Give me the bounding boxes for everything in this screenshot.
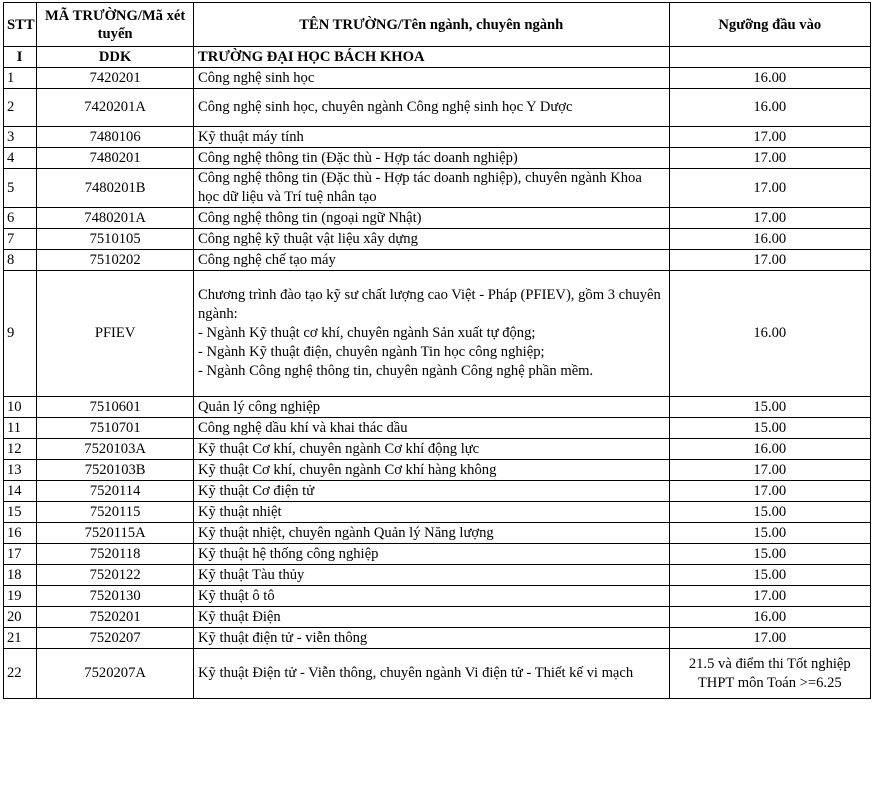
table-row (4, 439, 871, 460)
row-stt: 18 (4, 565, 37, 586)
table-row (4, 68, 871, 89)
row-threshold: 15.00 (669, 523, 870, 544)
row-threshold: 16.00 (669, 271, 870, 397)
row-threshold: 15.00 (669, 544, 870, 565)
table-row (4, 271, 871, 397)
row-stt: 3 (4, 127, 37, 148)
table-row (4, 169, 871, 208)
row-name: Kỹ thuật Cơ khí, chuyên ngành Cơ khí hàng không (194, 460, 670, 481)
row-threshold: 15.00 (669, 397, 870, 418)
row-code: 7480201A (37, 208, 194, 229)
row-threshold: 16.00 (669, 607, 870, 628)
row-stt: 14 (4, 481, 37, 502)
row-code: 7520115 (37, 502, 194, 523)
row-threshold: 17.00 (669, 208, 870, 229)
row-threshold: 16.00 (669, 68, 870, 89)
row-threshold: 15.00 (669, 502, 870, 523)
row-name: Kỹ thuật ô tô (194, 586, 670, 607)
row-code: 7420201A (37, 89, 194, 127)
section-threshold (669, 47, 870, 68)
section-index: I (4, 47, 37, 68)
row-stt: 13 (4, 460, 37, 481)
header-name: TÊN TRƯỜNG/Tên ngành, chuyên ngành (194, 3, 670, 47)
row-stt: 9 (4, 271, 37, 397)
header-code: MÃ TRƯỜNG/Mã xét tuyển (37, 3, 194, 47)
row-name: Công nghệ kỹ thuật vật liệu xây dựng (194, 229, 670, 250)
row-stt: 1 (4, 68, 37, 89)
row-stt: 17 (4, 544, 37, 565)
table-row (4, 127, 871, 148)
table-row (4, 649, 871, 699)
header-stt: STT (4, 3, 37, 47)
row-code: 7520103B (37, 460, 194, 481)
row-threshold: 15.00 (669, 418, 870, 439)
table-row (4, 229, 871, 250)
row-name: Kỹ thuật Tàu thủy (194, 565, 670, 586)
row-name: Quản lý công nghiệp (194, 397, 670, 418)
row-threshold: 17.00 (669, 169, 870, 208)
row-stt: 10 (4, 397, 37, 418)
table-row (4, 89, 871, 127)
table-row (4, 148, 871, 169)
table-row (4, 586, 871, 607)
row-name: Kỹ thuật Cơ điện tử (194, 481, 670, 502)
row-stt: 5 (4, 169, 37, 208)
row-stt: 15 (4, 502, 37, 523)
row-stt: 20 (4, 607, 37, 628)
row-stt: 21 (4, 628, 37, 649)
row-name: Chương trình đào tạo kỹ sư chất lượng cao Việt - Pháp (PFIEV), gồm 3 chuyên ngành: - Ngành Kỹ thuật cơ khí, chuyên ngành Sản xuất tự động; - Ngành Kỹ thuật điện, chuyên ngành Tin học công nghiệp; - Ngành Công nghệ thông tin, chuyên ngành Công nghệ phần mềm. (194, 271, 670, 397)
row-code: 7510105 (37, 229, 194, 250)
row-code: 7520207A (37, 649, 194, 699)
row-code: 7520114 (37, 481, 194, 502)
header-threshold: Ngưỡng đầu vào (669, 3, 870, 47)
row-name: Kỹ thuật nhiệt (194, 502, 670, 523)
table-row (4, 418, 871, 439)
row-threshold: 17.00 (669, 628, 870, 649)
table-row (4, 481, 871, 502)
row-name: Kỹ thuật điện tử - viễn thông (194, 628, 670, 649)
row-stt: 12 (4, 439, 37, 460)
section-code: DDK (37, 47, 194, 68)
row-threshold: 17.00 (669, 127, 870, 148)
table-row (4, 397, 871, 418)
row-stt: 11 (4, 418, 37, 439)
admission-threshold-table (3, 2, 871, 699)
row-threshold: 17.00 (669, 481, 870, 502)
section-name: TRƯỜNG ĐẠI HỌC BÁCH KHOA (194, 47, 670, 68)
row-stt: 8 (4, 250, 37, 271)
row-code: 7520103A (37, 439, 194, 460)
row-stt: 2 (4, 89, 37, 127)
section-row (4, 47, 871, 68)
row-code: 7520130 (37, 586, 194, 607)
row-name: Kỹ thuật Cơ khí, chuyên ngành Cơ khí động lực (194, 439, 670, 460)
row-code: 7480106 (37, 127, 194, 148)
table-row (4, 628, 871, 649)
row-code: 7420201 (37, 68, 194, 89)
row-name: Kỹ thuật máy tính (194, 127, 670, 148)
table-row (4, 565, 871, 586)
row-threshold: 16.00 (669, 439, 870, 460)
row-threshold: 21.5 và điểm thi Tốt nghiệp THPT môn Toán >=6.25 (669, 649, 870, 699)
table-row (4, 208, 871, 229)
table-row (4, 523, 871, 544)
row-stt: 19 (4, 586, 37, 607)
row-name: Công nghệ thông tin (ngoại ngữ Nhật) (194, 208, 670, 229)
row-stt: 7 (4, 229, 37, 250)
row-code: 7520201 (37, 607, 194, 628)
row-stt: 16 (4, 523, 37, 544)
row-stt: 4 (4, 148, 37, 169)
table-row (4, 502, 871, 523)
row-code: 7520118 (37, 544, 194, 565)
row-name: Kỹ thuật hệ thống công nghiệp (194, 544, 670, 565)
row-name: Công nghệ dầu khí và khai thác dầu (194, 418, 670, 439)
row-threshold: 16.00 (669, 229, 870, 250)
row-code: 7520115A (37, 523, 194, 544)
row-threshold: 15.00 (669, 565, 870, 586)
row-code: 7480201B (37, 169, 194, 208)
table-row (4, 460, 871, 481)
row-name: Công nghệ sinh học (194, 68, 670, 89)
row-name: Công nghệ chế tạo máy (194, 250, 670, 271)
row-name: Công nghệ thông tin (Đặc thù - Hợp tác doanh nghiệp), chuyên ngành Khoa học dữ liệu và Trí tuệ nhân tạo (194, 169, 670, 208)
table-row (4, 607, 871, 628)
row-name: Kỹ thuật Điện (194, 607, 670, 628)
row-code: 7510601 (37, 397, 194, 418)
table-row (4, 250, 871, 271)
row-threshold: 17.00 (669, 250, 870, 271)
row-threshold: 16.00 (669, 89, 870, 127)
row-name: Kỹ thuật Điện tử - Viễn thông, chuyên ngành Vi điện tử - Thiết kế vi mạch (194, 649, 670, 699)
row-code: 7520122 (37, 565, 194, 586)
row-code: 7520207 (37, 628, 194, 649)
row-code: PFIEV (37, 271, 194, 397)
row-threshold: 17.00 (669, 460, 870, 481)
row-stt: 22 (4, 649, 37, 699)
row-code: 7510701 (37, 418, 194, 439)
row-stt: 6 (4, 208, 37, 229)
row-name: Công nghệ sinh học, chuyên ngành Công nghệ sinh học Y Dược (194, 89, 670, 127)
row-name: Công nghệ thông tin (Đặc thù - Hợp tác doanh nghiệp) (194, 148, 670, 169)
row-threshold: 17.00 (669, 586, 870, 607)
row-name: Kỹ thuật nhiệt, chuyên ngành Quản lý Năng lượng (194, 523, 670, 544)
table-header-row (4, 3, 871, 47)
row-code: 7480201 (37, 148, 194, 169)
row-code: 7510202 (37, 250, 194, 271)
table-row (4, 544, 871, 565)
row-threshold: 17.00 (669, 148, 870, 169)
